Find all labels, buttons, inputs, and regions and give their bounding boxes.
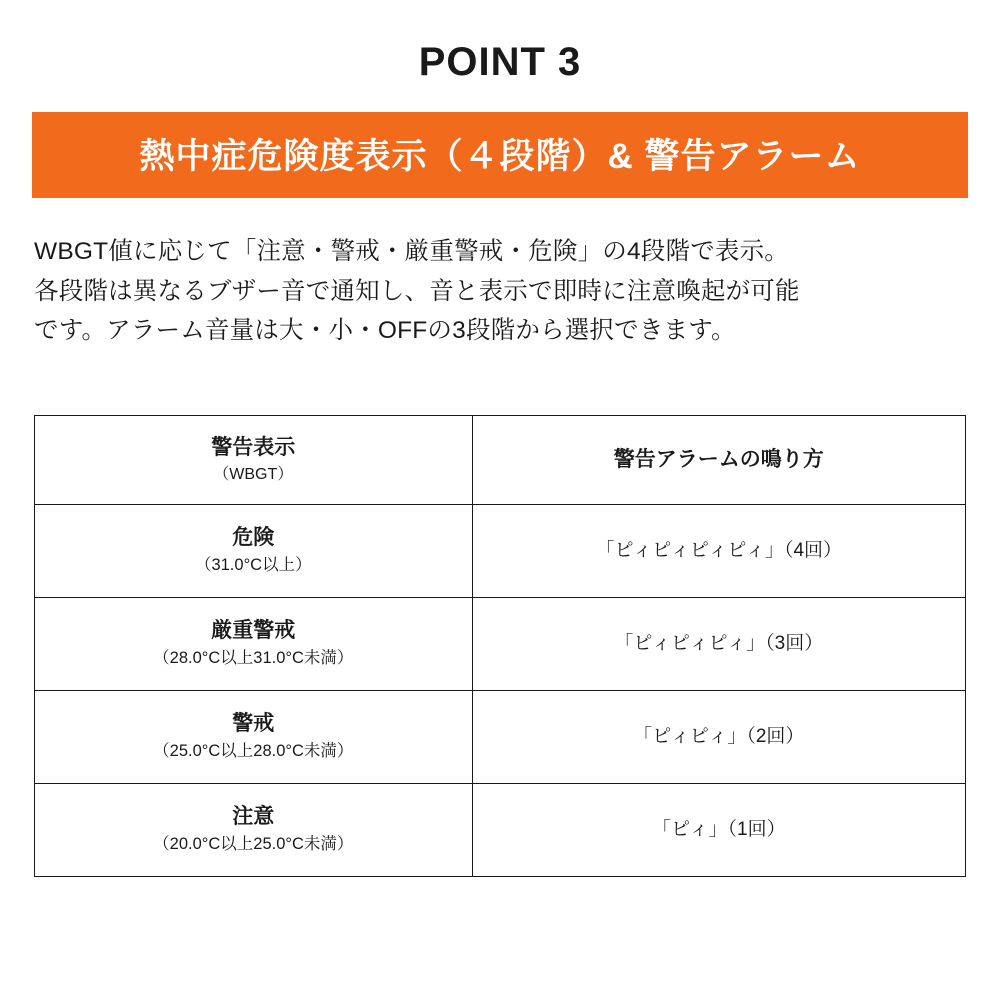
header-left-main: 警告表示 <box>211 436 296 460</box>
alarm-pattern: 「ピィ」（1回） <box>651 818 786 840</box>
description-line-2: 各段階は異なるブザー音で通知し、音と表示で即時に注意喚起が可能 <box>34 277 800 305</box>
level-name: 厳重警戒 <box>211 618 296 642</box>
alarm-cell <box>472 505 965 598</box>
table-row <box>35 598 966 691</box>
description-line-1: WBGT値に応じて「注意・警戒・厳重警戒・危険」の4段階で表示。 <box>34 238 790 265</box>
header-right-main: 警告アラームの鳴り方 <box>613 448 824 472</box>
level-cell <box>35 598 473 691</box>
table-header-warning-display <box>35 416 473 505</box>
headline-banner: 熱中症危険度表示（４段階）& 警告アラーム <box>32 112 968 198</box>
table-row <box>35 691 966 784</box>
level-cell <box>35 505 473 598</box>
point-label: POINT 3 <box>418 40 582 84</box>
alarm-pattern: 「ピィピィピィピィ」（4回） <box>595 539 843 561</box>
description-block <box>34 232 966 351</box>
alarm-cell <box>472 784 965 877</box>
table-header-row <box>35 416 966 505</box>
alarm-table <box>34 415 966 877</box>
table-row <box>35 505 966 598</box>
table-header-alarm-pattern <box>472 416 965 505</box>
level-name: 警戒 <box>232 711 275 735</box>
level-name: 危険 <box>232 525 275 549</box>
level-cell <box>35 691 473 784</box>
level-cell <box>35 784 473 877</box>
level-range: （25.0°C以上28.0°C未満） <box>153 742 354 761</box>
header-left-sub: （WBGT） <box>213 465 294 483</box>
level-range: （28.0°C以上31.0°C未満） <box>153 649 354 668</box>
description-line-3: です。アラーム音量は大・小・OFFの3段階から選択できます。 <box>34 317 736 345</box>
level-name: 注意 <box>232 804 275 828</box>
alarm-table-wrapper <box>34 415 966 877</box>
level-range: （31.0°C以上） <box>194 556 312 575</box>
level-range: （20.0°C以上25.0°C未満） <box>153 835 354 854</box>
table-row <box>35 784 966 877</box>
alarm-cell <box>472 598 965 691</box>
alarm-cell <box>472 691 965 784</box>
alarm-pattern: 「ピィピィ」（2回） <box>633 725 805 747</box>
alarm-pattern: 「ピィピィピィ」（3回） <box>614 632 824 654</box>
